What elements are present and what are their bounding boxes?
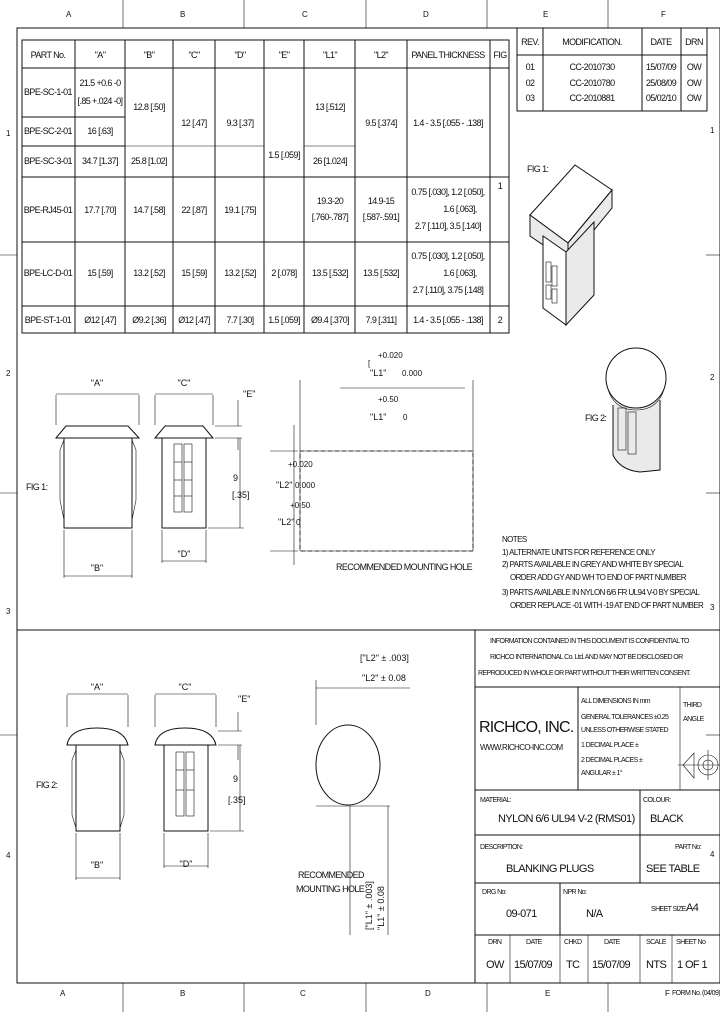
- fig1-label: FIG 1:: [26, 482, 48, 492]
- fig2-height: 9: [233, 774, 239, 784]
- zone-4-left: 4: [6, 851, 11, 860]
- header-e: "E": [278, 50, 290, 60]
- third-angle: THIRD: [683, 702, 702, 709]
- two-decimal: 2 DECIMAL PLACES ±: [581, 757, 643, 764]
- part-no-label: PART No:: [675, 844, 701, 851]
- cell-b: 14.7 [.58]: [133, 205, 165, 215]
- general-tolerance: GENERAL TOLERANCES ±0.25: [581, 714, 669, 721]
- sheet-no-label: SHEET No: [676, 939, 706, 946]
- fig2-dim-b: "B": [90, 860, 104, 870]
- fig1-l1-bracket: [: [368, 359, 371, 368]
- company-website: WWW.RICHCO-INC.COM: [480, 743, 563, 752]
- cell-d: 19.1 [.75]: [224, 205, 256, 215]
- part-no-value: SEE TABLE: [646, 863, 700, 875]
- revision-table-text: [521, 37, 703, 103]
- confidential-line: INFORMATION CONTAINED IN THIS DOCUMENT IS CONFIDENTIAL TO: [490, 638, 689, 645]
- cell-panel-2: 1.6 [.063],: [443, 268, 477, 278]
- sheet-size-label: SHEET SIZE: [651, 906, 686, 913]
- cell-l1: 19.3-20: [316, 196, 344, 206]
- fig2-hole-label-1: RECOMMENDED: [298, 870, 364, 880]
- one-decimal: 1 DECIMAL PLACE ±: [581, 742, 639, 749]
- cell-part: BPE-RJ45-01: [23, 205, 73, 215]
- date-value-2: 15/07/09: [592, 959, 631, 971]
- angular-tolerance: ANGULAR ± 1°: [581, 770, 623, 777]
- fig1-l1-zero: 0.000: [402, 369, 423, 378]
- fig2-height-in: [.35]: [228, 795, 246, 805]
- zone-d-bottom: D: [425, 989, 431, 998]
- fig1-l2-name: "L2": [276, 480, 293, 490]
- material-value: NYLON 6/6 UL94 V-2 (RMS01): [498, 813, 635, 825]
- rev-cell: 01: [525, 62, 535, 72]
- zone-b-top: B: [180, 10, 186, 19]
- mod-cell: CC-2010730: [569, 62, 615, 72]
- fig2-drawing: [36, 653, 410, 935]
- fig1-l1-tol-mm: +0.50: [378, 395, 399, 404]
- cell-part: BPE-SC-2-01: [24, 126, 72, 136]
- cell-l2-inch: [.587-.591]: [362, 212, 400, 222]
- drn-value: OW: [486, 959, 504, 971]
- fig1-height: 9: [233, 473, 239, 483]
- zone-4-right: 4: [710, 850, 715, 859]
- cell-part: BPE-LC-D-01: [23, 268, 73, 278]
- header-a: "A": [94, 50, 106, 60]
- cell-l1-inch: [.760-.787]: [311, 212, 349, 222]
- cell-e: 2 [.078]: [271, 268, 297, 278]
- cell-b: 25.8 [1.02]: [131, 156, 167, 166]
- fig1-drawing: [26, 351, 473, 578]
- drn-header: DRN: [685, 37, 703, 47]
- note-line: 2) PARTS AVAILABLE IN GREY AND WHITE BY SPECIAL: [502, 560, 684, 569]
- cell-panel-2: 1.6 [.063],: [443, 204, 477, 214]
- iso-fig2: [585, 348, 666, 472]
- zone-2-right: 2: [710, 373, 715, 382]
- fig2-l2-tol-mm: "L2" ± 0.08: [362, 673, 406, 683]
- zone-1-left: 1: [6, 129, 11, 138]
- fig2-dim-d: "D": [179, 859, 193, 869]
- drg-value: 09-071: [506, 908, 537, 920]
- drg-label: DRG No:: [482, 889, 507, 896]
- sheet-no-value: 1 OF 1: [677, 959, 708, 971]
- cell-l1: 26 [1.024]: [312, 156, 348, 166]
- date-header: DATE: [650, 37, 672, 47]
- cell-part: BPE-SC-3-01: [24, 156, 72, 166]
- zone-3-right: 3: [710, 603, 715, 612]
- npr-value: N/A: [586, 908, 603, 920]
- fig1-dim-a: "A": [90, 378, 104, 388]
- fig1-l2-tol-mm: +0.50: [290, 501, 311, 510]
- date-label-2: DATE: [604, 939, 620, 946]
- cell-e: 1.5 [.059]: [268, 150, 300, 160]
- parts-table-headers: [31, 50, 508, 60]
- cell-panel-3: 2.7 [.110], 3.5 [.140]: [414, 221, 482, 231]
- mod-cell: CC-2010780: [569, 78, 615, 88]
- cell-b: Ø9.2 [.36]: [132, 315, 166, 325]
- zone-2-left: 2: [6, 369, 11, 378]
- header-l2: "L2": [373, 50, 389, 60]
- zone-e-bottom: E: [545, 989, 551, 998]
- cell-a: 21.5 +0.6 -0: [79, 78, 121, 88]
- cell-l2: 9.5 [.374]: [365, 118, 397, 128]
- parts-table-body: [24, 78, 503, 325]
- fig1-l1-zero-mm: 0: [403, 413, 408, 422]
- drn-cell: OW: [686, 78, 702, 88]
- notes: [502, 535, 704, 610]
- zone-a-bottom: A: [60, 989, 66, 998]
- cell-panel-1: 0.75 [.030], 1.2 [.050],: [411, 251, 485, 261]
- zone-e-top: E: [543, 10, 549, 19]
- fig1-l2-zero-mm: 0: [296, 518, 301, 527]
- date-cell: 25/08/09: [645, 78, 677, 88]
- modification-header: MODIFICATION.: [562, 37, 622, 47]
- header-panel-thickness: PANEL THICKNESS: [411, 50, 485, 60]
- scale-label: SCALE: [646, 939, 666, 946]
- header-l1: "L1": [322, 50, 338, 60]
- zone-f-top: F: [661, 10, 666, 19]
- iso-fig1: [527, 164, 612, 325]
- cell-l2: 14.9-15: [367, 196, 395, 206]
- colour-value: BLACK: [650, 813, 684, 825]
- rev-header: REV.: [521, 37, 539, 47]
- material-label: MATERIAL:: [480, 797, 512, 804]
- zone-c-bottom: C: [300, 989, 306, 998]
- note-line: ORDER ADD GY AND WH TO END OF PART NUMBER: [510, 573, 686, 582]
- fig1-l1-name: "L1": [370, 368, 387, 378]
- fig2-label: FIG 2:: [36, 780, 58, 790]
- title-block: [475, 630, 720, 983]
- fig2-l2-tol-in: ["L2" ± .003]: [360, 653, 409, 663]
- cell-l1: 13 [.512]: [315, 102, 345, 112]
- rev-cell: 02: [525, 78, 535, 88]
- cell-panel-1: 0.75 [.030], 1.2 [.050],: [411, 187, 485, 197]
- company-name: RICHCO, INC.: [479, 719, 574, 736]
- cell-panel: 1.4 - 3.5 [.055 - .138]: [413, 315, 483, 325]
- date-label: DATE: [526, 939, 542, 946]
- header-part-no: PART No.: [30, 50, 66, 60]
- date-value-1: 15/07/09: [514, 959, 553, 971]
- fig1-l2-zero: 0.000: [295, 481, 316, 490]
- iso-fig1-label: FIG 1:: [527, 164, 549, 174]
- fig1-height-in: [.35]: [232, 490, 250, 500]
- cell-l2: 13.5 [.532]: [363, 268, 399, 278]
- cell-a: 16 [.63]: [87, 126, 113, 136]
- cell-a-inch: [.85 +.024 -0]: [77, 96, 123, 106]
- description-label: DESCRIPTION:: [480, 844, 523, 851]
- fig1-l1-name-mm: "L1": [370, 412, 387, 422]
- cell-a: 17.7 [.70]: [84, 205, 116, 215]
- drn-cell: OW: [686, 62, 702, 72]
- cell-c: 22 [.87]: [181, 205, 207, 215]
- cell-a: 15 [.59]: [87, 268, 113, 278]
- description-value: BLANKING PLUGS: [506, 863, 594, 875]
- zone-letters-bottom: [60, 989, 670, 998]
- cell-part: BPE-SC-1-01: [24, 87, 72, 97]
- cell-fig: 2: [497, 315, 503, 325]
- cell-e: 1.5 [.059]: [268, 315, 300, 325]
- fig1-dim-d: "D": [177, 549, 191, 559]
- fig1-l1-tol: +0.020: [378, 351, 403, 360]
- cell-l1: 13.5 [.532]: [312, 268, 348, 278]
- dims-in: ALL DIMENSIONS IN mm: [581, 698, 651, 705]
- cell-b: 13.2 [.52]: [133, 268, 165, 278]
- confidential-line: REPRODUCED IN WHOLE OR PART WITHOUT THEIR WRITTEN CONSENT.: [478, 670, 691, 677]
- zone-d-top: D: [423, 10, 429, 19]
- zone-b-bottom: B: [180, 989, 186, 998]
- iso-fig2-label: FIG 2:: [585, 413, 607, 423]
- fig1-l2-name-mm: "L2": [278, 517, 295, 527]
- chkd-label: CHKD: [564, 939, 582, 946]
- cell-d: 9.3 [.37]: [226, 118, 254, 128]
- cell-c: 12 [.47]: [181, 118, 207, 128]
- third-angle-projection-icon: [678, 750, 720, 780]
- zone-3-left: 3: [6, 607, 11, 616]
- cell-a: 34.7 [1.37]: [82, 156, 118, 166]
- cell-c: 15 [.59]: [181, 268, 207, 278]
- npr-label: NPR No:: [563, 889, 587, 896]
- form-number: FORM No. (04/09): [672, 990, 720, 997]
- cell-a: Ø12 [.47]: [84, 315, 116, 325]
- fig1-dim-e: "E": [243, 389, 256, 399]
- drn-label: DRN: [488, 939, 502, 946]
- drn-cell: OW: [686, 93, 702, 103]
- note-line: ORDER REPLACE -01 WITH -19 AT END OF PART NUMBER: [510, 601, 704, 610]
- fig2-l1-tol-mm: "L1" ± 0.08: [376, 886, 386, 930]
- colour-label: COLOUR:: [643, 797, 671, 804]
- fig2-hole-label-2: MOUNTING HOLE: [296, 884, 365, 894]
- cell-fig: 1: [497, 181, 503, 191]
- title-block-text: [478, 638, 720, 997]
- cell-l2: 7.9 [.311]: [365, 315, 397, 325]
- mod-cell: CC-2010881: [569, 93, 615, 103]
- cell-d: 7.7 [.30]: [226, 315, 254, 325]
- header-c: "C": [188, 50, 200, 60]
- sheet-size-value: A4: [686, 902, 699, 914]
- fig1-hole-label: RECOMMENDED MOUNTING HOLE: [335, 562, 473, 572]
- fig2-dim-a: "A": [90, 682, 104, 692]
- angle: ANGLE: [683, 716, 704, 723]
- scale-value: NTS: [646, 959, 667, 971]
- header-fig: FIG: [493, 50, 507, 60]
- note-line: 3) PARTS AVAILABLE IN NYLON 6/6 FR UL94 V-0 BY SPECIAL: [502, 588, 700, 597]
- cell-b: 12.8 [.50]: [133, 102, 165, 112]
- fig2-dim-e: "E": [238, 694, 251, 704]
- fig2-dim-c: "C": [178, 682, 192, 692]
- zone-1-right: 1: [710, 126, 715, 135]
- note-line: 1) ALTERNATE UNITS FOR REFERENCE ONLY: [502, 548, 655, 557]
- date-cell: 05/02/10: [645, 93, 677, 103]
- cell-panel: 1.4 - 3.5 [.055 - .138]: [413, 118, 483, 128]
- confidential-line: RICHCO INTERNATIONAL Co. Ltd. AND MAY NOT BE DISCLOSED OR: [490, 654, 683, 661]
- cell-part: BPE-ST-1-01: [24, 315, 72, 325]
- date-cell: 15/07/09: [645, 62, 677, 72]
- zone-a-top: A: [66, 10, 72, 19]
- fig1-dim-c: "C": [177, 378, 191, 388]
- cell-panel-3: 2.7 [.110], 3.75 [.148]: [412, 285, 484, 295]
- rev-cell: 03: [525, 93, 535, 103]
- fig2-l1-tol-in: ["L1" ± .003]: [364, 881, 374, 930]
- zone-f-bottom: F: [665, 989, 670, 998]
- cell-d: 13.2 [.52]: [224, 268, 256, 278]
- header-b: "B": [143, 50, 155, 60]
- cell-l1: Ø9.4 [.370]: [311, 315, 349, 325]
- unless-stated: UNLESS OTHERWISE STATED: [581, 727, 668, 734]
- zone-c-top: C: [302, 10, 308, 19]
- notes-title: NOTES: [502, 535, 527, 544]
- chkd-value: TC: [566, 959, 580, 971]
- fig1-l2-tol: +0.020: [288, 460, 313, 469]
- cell-c: Ø12 [.47]: [178, 315, 210, 325]
- fig1-dim-b: "B": [90, 563, 104, 573]
- header-d: "D": [234, 50, 246, 60]
